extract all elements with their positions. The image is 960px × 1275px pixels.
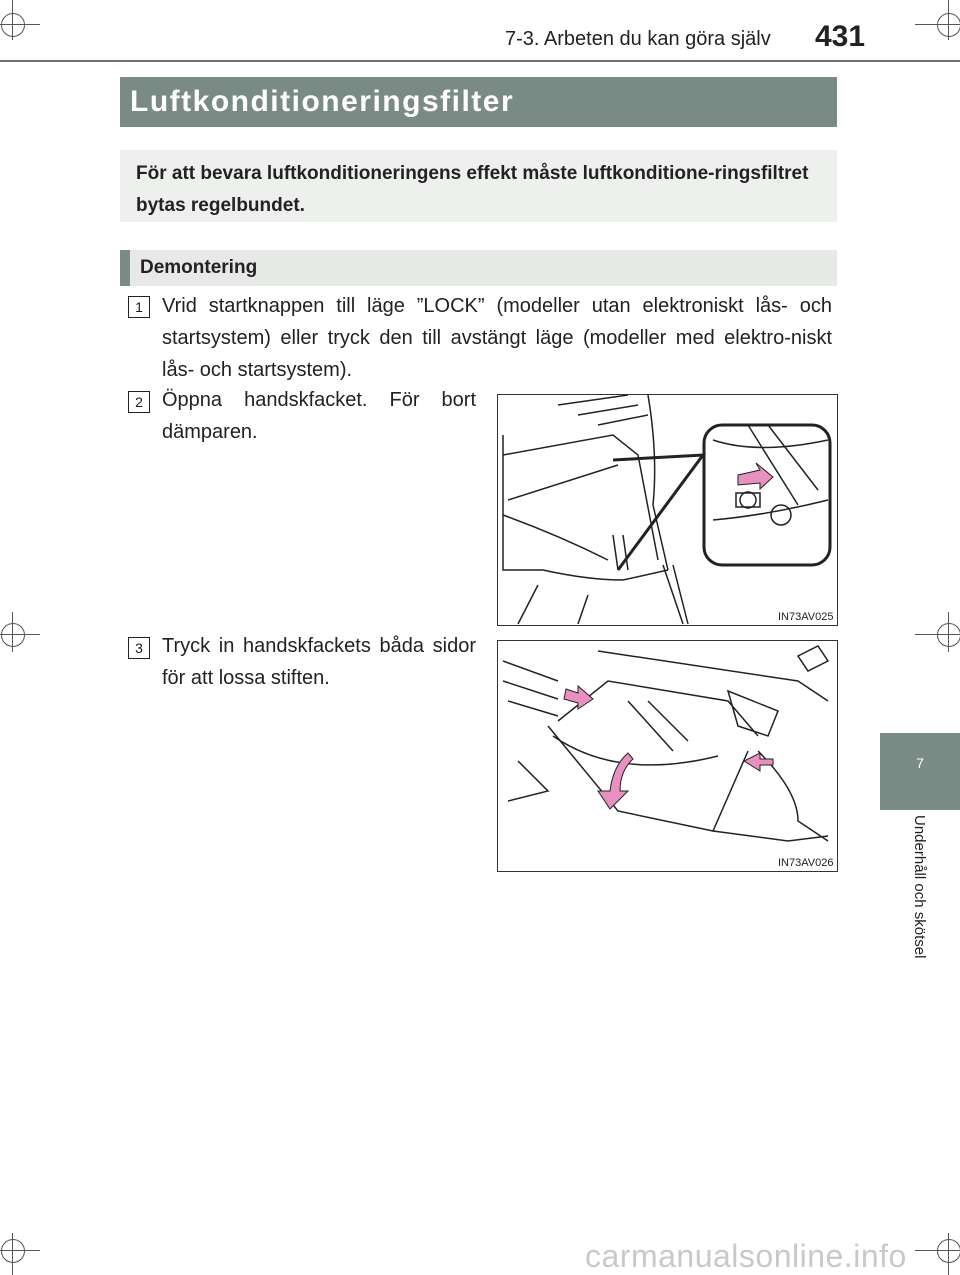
- page-number: 431: [815, 20, 866, 53]
- step-text-3: Tryck in handskfackets båda sidor för att lossa stiften.: [162, 635, 476, 689]
- figure-code-2: IN73AV026: [778, 857, 834, 869]
- step-text-1: Vrid startknappen till läge ”LOCK” (modeller utan elektroniskt lås- och startsystem) eller tryck den till avstängt läge (modeller med elektro-niskt lås- och startsystem).: [162, 295, 832, 381]
- step-number-2: 2: [128, 391, 150, 413]
- step-text-2: Öppna handskfacket. För bort dämparen.: [162, 389, 476, 443]
- chapter-tab: 7: [880, 733, 960, 810]
- section-heading: Demontering: [120, 250, 837, 286]
- glovebox-damper-illustration: [498, 395, 837, 625]
- glovebox-sides-illustration: [498, 641, 837, 871]
- step-number-1: 1: [128, 296, 150, 318]
- page-title: Luftkonditioneringsfilter: [120, 77, 837, 127]
- intro-box: För att bevara luftkonditioneringens effekt måste luftkonditione-ringsfiltret bytas regelbundet.: [120, 150, 837, 222]
- figure-glovebox-sides: [497, 640, 838, 872]
- header-rule: [0, 60, 960, 62]
- figure-glovebox-damper: [497, 394, 838, 626]
- watermark: carmanualsonline.info: [585, 1238, 907, 1274]
- chapter-tab-label: Underhåll och skötsel: [911, 815, 928, 959]
- running-head: 7-3. Arbeten du kan göra själv: [505, 28, 771, 50]
- step-number-3: 3: [128, 637, 150, 659]
- figure-code-1: IN73AV025: [778, 611, 834, 623]
